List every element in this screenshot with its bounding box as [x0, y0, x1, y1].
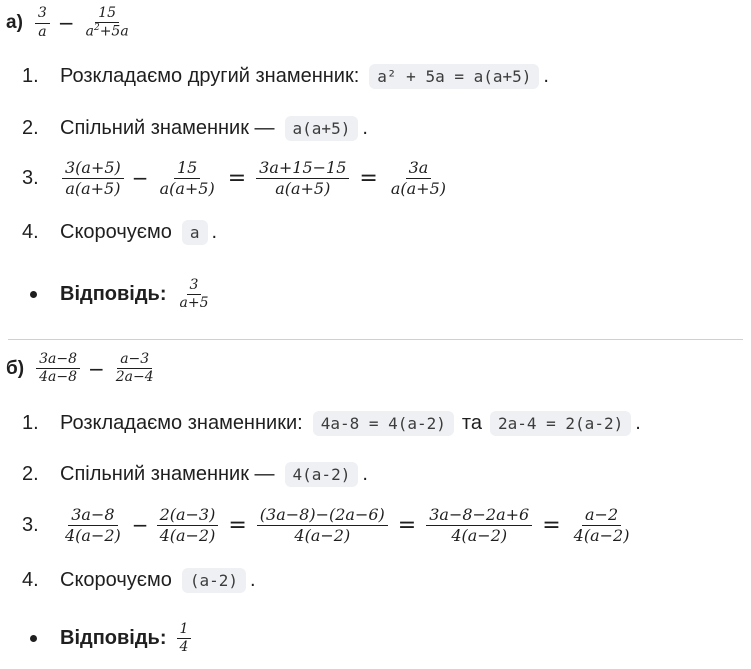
- part-b-label: б): [6, 357, 25, 379]
- inline-code: 4a-8 = 4(a-2): [313, 411, 454, 436]
- section-divider: [8, 339, 743, 340]
- part-b-step-2: 2. Спільний знаменник — 4(a-2) .: [22, 463, 368, 485]
- part-b-heading: [6, 352, 159, 386]
- part-a-step-1: 1. Розкладаємо другий знаменник: a² + 5a = a(a+5) .: [22, 65, 549, 87]
- part-b-step-4: 4. Скорочуємо (a-2) .: [22, 569, 256, 591]
- fraction: $\frac{3}{a}$: [35, 6, 50, 40]
- inline-code: a² + 5a = a(a+5): [369, 64, 539, 89]
- part-a-label: а): [6, 12, 23, 34]
- part-b-expression: $\frac{3a-8}{4a-8}$ − $\frac{a-3}{2a-4}$: [34, 352, 159, 386]
- part-b-answer: Відповідь: $\frac{1}{4}$: [30, 622, 193, 656]
- part-b-step-3: 3. $\frac{3a-8}{4(a-2)}$ − $\frac{2(a-3)}{4(a-2)}$ = $\frac{(3a-8)-(2a-6)}{4(a-2)}$ = $\frac{3a-8-2a+6}{4(a-2)}$ = $\frac{a-2}{4(a-2)}$: [22, 506, 634, 544]
- inline-code: a: [182, 220, 208, 245]
- step-equation: $\frac{3(a+5)}{a(a+5)}$ − $\frac{15}{a(a+5)}$ = $\frac{3a+15-15}{a(a+5)}$ = $\frac{3a}{a(a+5)}$: [60, 159, 451, 197]
- inline-code: (a-2): [182, 568, 246, 593]
- part-a-expression: $\frac{3}{a}$ − $\frac{15}{a^2+5a}$: [33, 6, 134, 40]
- bullet-icon: [30, 291, 37, 298]
- step-equation: $\frac{3a-8}{4(a-2)}$ − $\frac{2(a-3)}{4(a-2)}$ = $\frac{(3a-8)-(2a-6)}{4(a-2)}$ = $\frac{3a-8-2a+6}{4(a-2)}$ = $\frac{a-2}{4(a-2)}$: [65, 505, 630, 545]
- part-a-answer: Відповідь: $\frac{3}{a+5}$: [30, 278, 213, 312]
- part-a-step-3: 3. $\frac{3(a+5)}{a(a+5)}$ − $\frac{15}{a(a+5)}$ = $\frac{3a+15-15}{a(a+5)}$ = $\frac{3a}{a(a+5)}$: [22, 159, 451, 197]
- part-b-step-1: 1. Розкладаємо знаменники: 4a-8 = 4(a-2) та 2a-4 = 2(a-2) .: [22, 412, 641, 434]
- inline-code: a(a+5): [285, 116, 359, 141]
- fraction: $\frac{15}{a^2+5a}$: [85, 5, 129, 41]
- part-a-step-2: 2. Спільний знаменник — a(a+5) .: [22, 117, 368, 139]
- inline-code: 2a-4 = 2(a-2): [490, 411, 631, 436]
- part-a-step-4: 4. Скорочуємо a .: [22, 221, 218, 243]
- inline-code: 4(a-2): [285, 462, 359, 487]
- bullet-icon: [30, 635, 37, 642]
- part-a-heading: [6, 6, 134, 40]
